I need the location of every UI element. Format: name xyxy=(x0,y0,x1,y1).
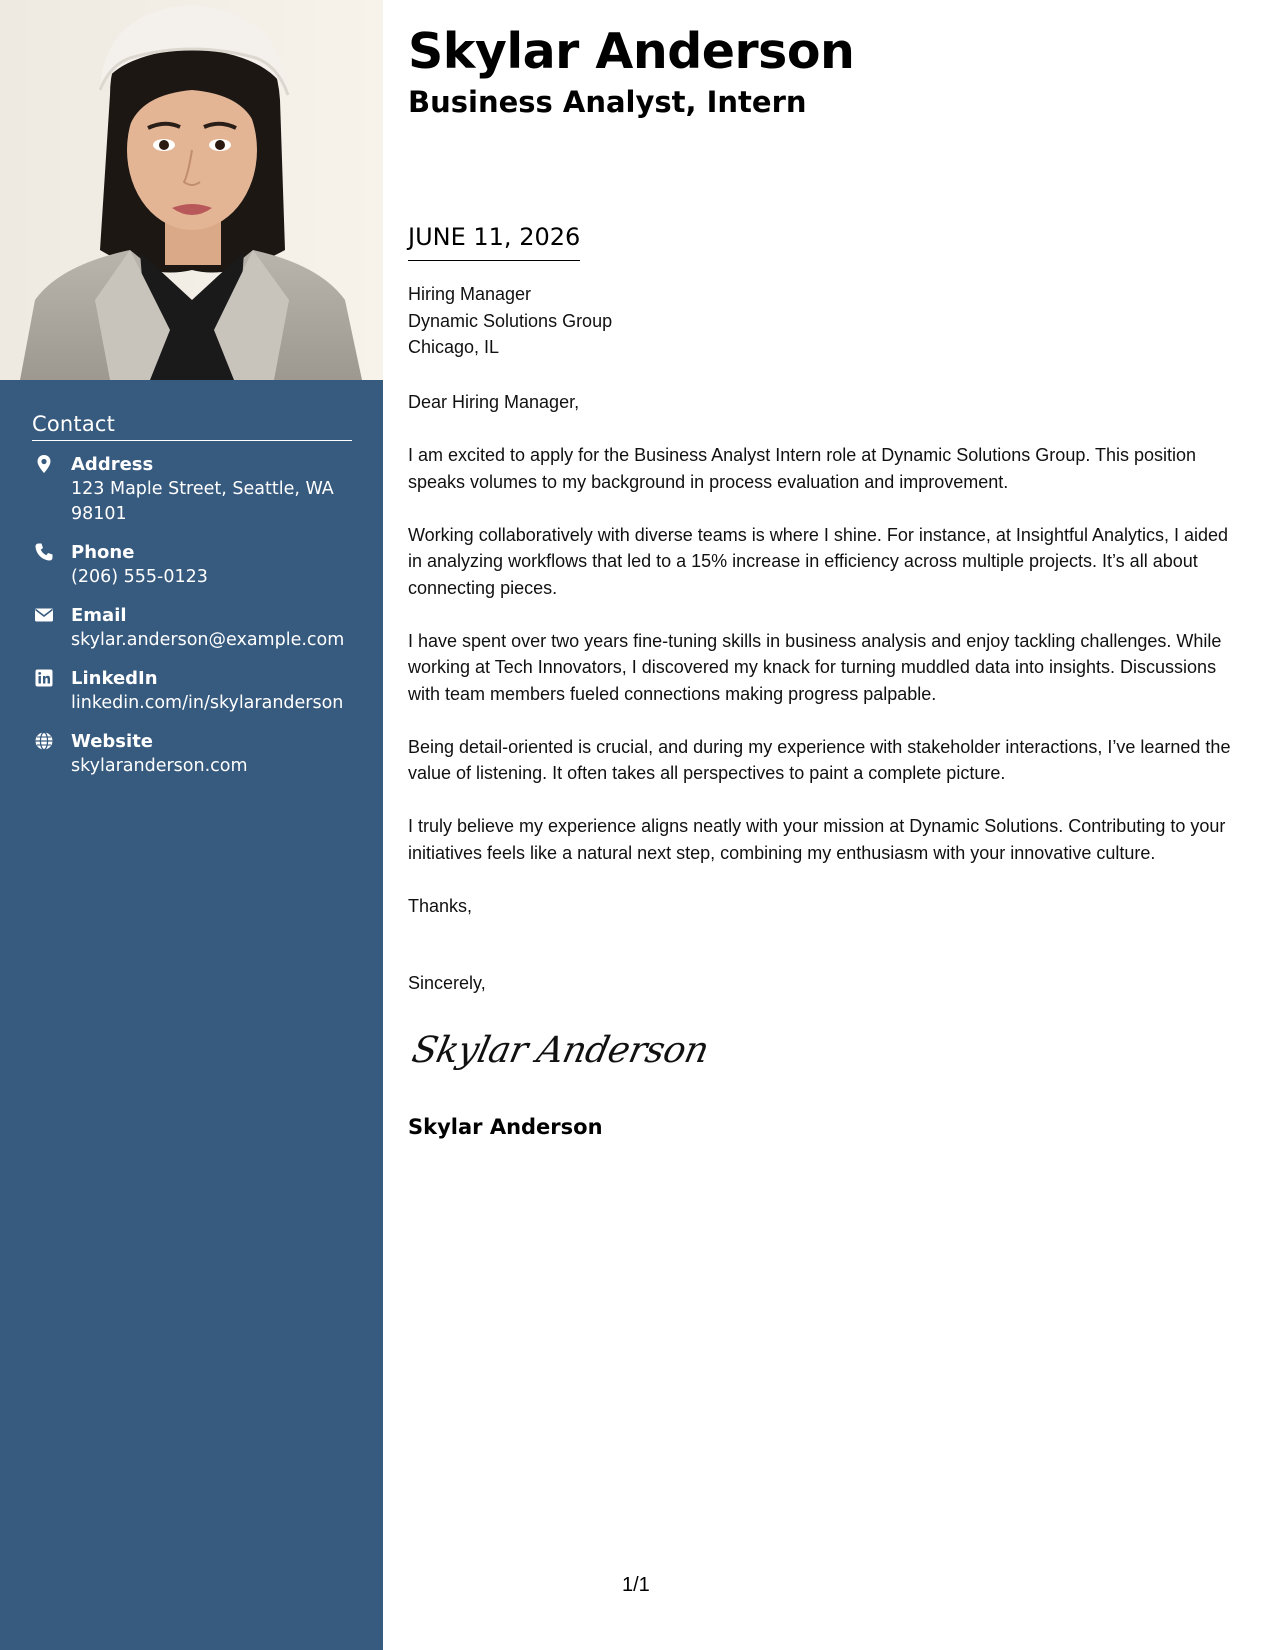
contact-item-linkedin xyxy=(32,667,352,716)
website-value[interactable]: skylaranderson.com xyxy=(71,756,248,776)
email-value[interactable]: skylar.anderson@example.com xyxy=(71,630,345,650)
sidebar xyxy=(0,0,383,1650)
thanks-line: Thanks, xyxy=(408,895,473,916)
map-pin-icon xyxy=(34,454,54,474)
email-label: Email xyxy=(71,605,127,626)
linkedin-label: LinkedIn xyxy=(71,668,158,689)
phone-icon xyxy=(34,542,54,562)
contact-heading: Contact xyxy=(32,412,352,441)
contact-item-address xyxy=(32,453,352,527)
letter-body xyxy=(408,389,1243,946)
signature-script: Skylar Anderson xyxy=(408,1030,713,1071)
recipient-company: Dynamic Solutions Group xyxy=(408,310,613,331)
closing-line: Sincerely, xyxy=(408,973,486,993)
phone-label: Phone xyxy=(71,542,135,563)
profile-photo xyxy=(0,0,383,380)
paragraph-5: I truly believe my experience aligns neatly with your mission at Dynamic Solutions. Contributing to your initiatives feels like a natural next step, combining my enthusiasm with your innovative culture. xyxy=(408,816,1226,863)
signer-name: Skylar Anderson xyxy=(408,1115,603,1139)
address-label: Address xyxy=(71,454,154,475)
envelope-icon xyxy=(34,605,54,625)
phone-value: (206) 555-0123 xyxy=(71,567,208,587)
applicant-name: Skylar Anderson xyxy=(408,23,855,80)
paragraph-2: Working collaboratively with diverse teams is where I shine. For instance, at Insightful Analytics, I aided in analyzing workflows that led to a 15% increase in efficiency across multiple projects. It’s all about connecting pieces. xyxy=(408,524,1229,598)
paragraph-1: I am excited to apply for the Business Analyst Intern role at Dynamic Solutions Group. This position speaks volumes to my background in process evaluation and improvement. xyxy=(408,445,1197,492)
contact-item-phone xyxy=(32,541,352,590)
letter-date: JUNE 11, 2026 xyxy=(408,220,580,261)
paragraph-3: I have spent over two years fine-tuning skills in business analysis and enjoy tackling challenges. While working at Tech Innovators, I discovered my knack for turning muddled data into insights. Discussions with team members fueled connections making progress palpable. xyxy=(408,630,1222,704)
recipient-title: Hiring Manager xyxy=(408,284,532,304)
globe-icon xyxy=(34,731,54,751)
signature xyxy=(408,1028,713,1073)
contact-item-website xyxy=(32,730,352,779)
recipient-location: Chicago, IL xyxy=(408,337,500,357)
address-value: 123 Maple Street, Seattle, WA 98101 xyxy=(71,479,334,524)
job-title: Business Analyst, Intern xyxy=(408,85,807,119)
paragraph-4: Being detail-oriented is crucial, and during my experience with stakeholder interactions, I’ve learned the value of listening. It often takes all perspectives to paint a complete picture. xyxy=(408,736,1231,783)
contact-section xyxy=(32,412,352,793)
salutation: Dear Hiring Manager, xyxy=(408,392,580,412)
linkedin-value[interactable]: linkedin.com/in/skylaranderson xyxy=(71,693,344,713)
page-number: 1/1 xyxy=(622,1574,650,1596)
website-label: Website xyxy=(71,731,154,752)
recipient-block xyxy=(408,281,612,361)
linkedin-icon xyxy=(34,668,54,688)
contact-item-email xyxy=(32,604,352,653)
contact-list xyxy=(32,453,352,779)
